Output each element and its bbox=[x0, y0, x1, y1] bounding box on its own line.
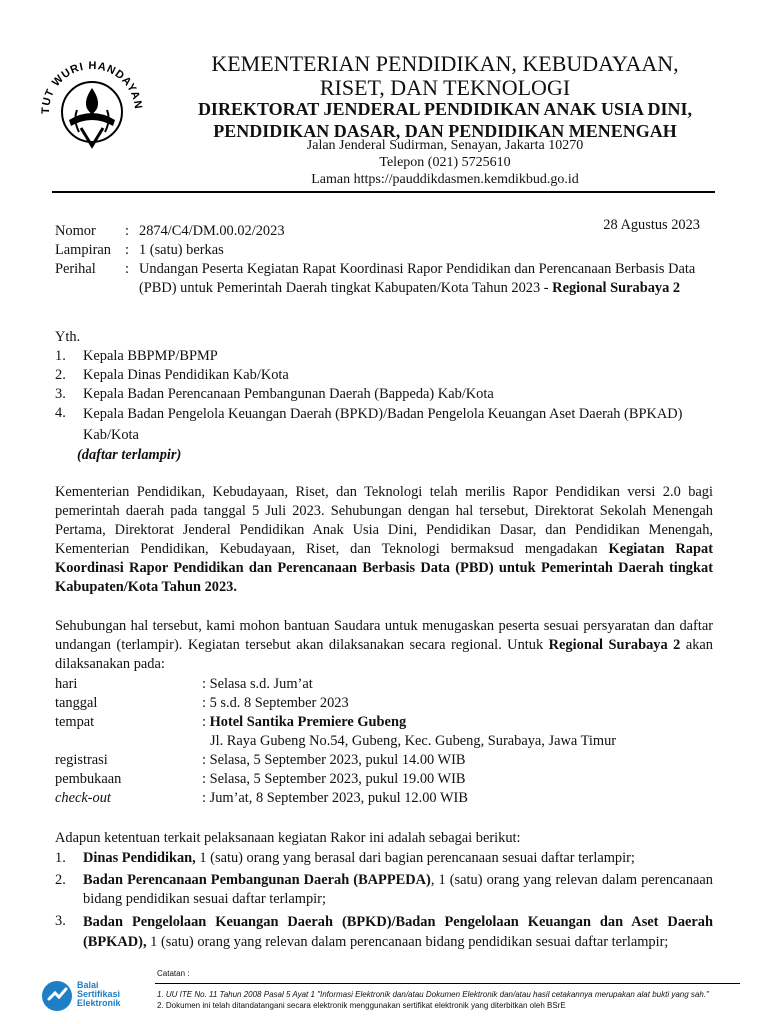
registration-time: : Selasa, 5 September 2023, pukul 14.00 WIB bbox=[202, 752, 466, 768]
letter-number: 2874/C4/DM.00.02/2023 bbox=[139, 223, 285, 239]
letter-meta: Nomor : 2874/C4/DM.00.02/2023 Lampiran : 1 (satu) berkas Perihal : Undangan Peserta Kegiatan Rapat Koordinasi Rapor Pendidikan dan Perencanaan Berbasis Data (PBD) untuk Pemerintah Daerah tingkat Kabupaten/Kota Tahun 2023 - Regional Surabaya 2 bbox=[55, 222, 715, 298]
venue-address: Jl. Raya Gubeng No.54, Gubeng, Kec. Gubeng, Surabaya, Jawa Timur bbox=[210, 733, 617, 749]
recipient-item: Kepala Dinas Pendidikan Kab/Kota bbox=[83, 367, 289, 383]
provision-item: Badan Perencanaan Pembangunan Daerah (BAPPEDA), 1 (satu) orang yang relevan dalam perencanaan bidang pendidikan sesuai daftar terlampir; bbox=[83, 872, 713, 907]
contact-info bbox=[165, 137, 725, 188]
salutation: Yth. bbox=[55, 329, 81, 345]
letterhead-divider bbox=[52, 191, 715, 193]
recipients: Yth. 1. Kepala BBPMP/BPMP 2. Kepala Dinas Pendidikan Kab/Kota 3. Kepala Badan Perencanaan Pembangunan Daerah (Bappeda) Kab/Kota 4. Kepala Badan Pengelola Keuangan Daerah (BPKD)/Badan Pengelola Keuangan Aset Daerah (BPKAD) Kab/Kota (daftar terlampir) bbox=[55, 328, 713, 465]
subject: Undangan Peserta Kegiatan Rapat Koordinasi Rapor Pendidikan dan Perencanaan Berbasis Data (PBD) untuk Pemerintah Daerah tingkat Kabupaten/Kota Tahun 2023 - Regional Surabaya 2 bbox=[139, 261, 696, 296]
paragraph-3: Adapun ketentuan terkait pelaksanaan kegiatan Rakor ini adalah sebagai berikut: 1. Dinas Pendidikan, 1 (satu) orang yang berasal dari bagian perencanaan sesuai daftar terlampir; 2. Badan Perencanaan Pembangunan Daerah (BAPPEDA), 1 (satu) orang yang relevan dalam perencanaan bidang pendidikan sesuai daftar terlampir; 3. Badan Pengelolaan Keuangan Daerah (BPKD)/Badan Pengelolaan Keuangan dan Aset Daerah (BPKAD), 1 (satu) orang yang relevan dalam perencanaan bidang pendidikan sesuai daftar terlampir; bbox=[55, 830, 713, 950]
provision-item: Badan Pengelolaan Keuangan Daerah (BPKD)/Badan Pengelolaan Keuangan dan Aset Daerah (BPKAD), 1 (satu) orang yang relevan dalam perencanaan bidang pendidikan sesuai daftar terlampir; bbox=[83, 914, 713, 950]
schedule-date: : 5 s.d. 8 September 2023 bbox=[202, 695, 349, 711]
schedule-day: : Selasa s.d. Jum’at bbox=[202, 676, 313, 692]
address: Jalan Jenderal Sudirman, Senayan, Jakarta 10270 bbox=[306, 138, 584, 153]
schedule: hari : Selasa s.d. Jum’at tanggal : 5 s.d. 8 September 2023 tempat : Hotel Santika Premiere Gubeng Jl. Raya Gubeng No.54, Gubeng, Kec. Gubeng, Surabaya, Jawa Timur registrasi : Selasa, 5 September 2023, pukul 14.00 WIB pembukaan : Selasa, 5 September 2023, pukul 19.00 WIB check-out : Jum’at, 8 September 2023, pukul 12.00 WIB bbox=[55, 676, 617, 806]
tut-wuri-handayani-logo bbox=[33, 50, 151, 168]
letter-date: 28 Agustus 2023 bbox=[603, 217, 700, 233]
paragraph-1: Kementerian Pendidikan, Kebudayaan, Riset, dan Teknologi telah merilis Rapor Pendidikan versi 2.0 bagi pemerintah daerah pada tanggal 5 Juli 2023. Sehubungan dengan hal tersebut, Direktorat Sekolah Menengah Pertama, Direktorat Jenderal Pendidikan Anak Usia Dini, Pendidikan Dasar, dan Pendidikan Menengah, Kementerian Pendidikan, Kebudayaan, Riset, dan Teknologi bermaksud mengadakan Kegiatan Rapat Koordinasi Rapor Pendidikan dan Perencanaan Berbasis Data (PBD) untuk Pemerintah Daerah tingkat Kabupaten/Kota Tahun 2023. bbox=[55, 484, 713, 595]
ministry-title: KEMENTERIAN PENDIDIKAN, KEBUDAYAAN, RISET, DAN TEKNOLOGI bbox=[211, 51, 679, 100]
footer-note-title: Catatan : bbox=[157, 969, 190, 978]
recipient-item: Kepala BBPMP/BPMP bbox=[83, 348, 218, 364]
checkout-time: : Jum’at, 8 September 2023, pukul 12.00 WIB bbox=[202, 790, 468, 806]
venue: Hotel Santika Premiere Gubeng bbox=[209, 714, 407, 730]
attachment: 1 (satu) berkas bbox=[139, 242, 224, 258]
recipient-note: (daftar terlampir) bbox=[77, 447, 182, 463]
provision-item: Dinas Pendidikan, 1 (satu) orang yang berasal dari bagian perencanaan sesuai daftar terlampir; bbox=[83, 850, 635, 866]
bsre-logo: Balai Sertifikasi Elektronik bbox=[40, 975, 160, 1015]
phone: Telepon (021) 5725610 bbox=[379, 155, 511, 170]
footer-note-2: 2. Dokumen ini telah ditandatangani secara elektronik menggunakan sertifikat elektronik yang diterbitkan oleh BSrE bbox=[157, 1001, 566, 1010]
directorate-title: DIREKTORAT JENDERAL PENDIDIKAN ANAK USIA DINI, PENDIDIKAN DASAR, DAN PENDIDIKAN MENENGAH bbox=[197, 99, 693, 141]
website: Laman https://pauddikdasmen.kemdikbud.go.id bbox=[311, 172, 579, 187]
bsre-emblem-icon bbox=[40, 979, 74, 1013]
opening-time: : Selasa, 5 September 2023, pukul 19.00 WIB bbox=[202, 771, 466, 787]
recipient-item: Kepala Badan Perencanaan Pembangunan Daerah (Bappeda) Kab/Kota bbox=[83, 386, 494, 402]
recipient-item: Kepala Badan Pengelola Keuangan Daerah (BPKD)/Badan Pengelola Keuangan Aset Daerah (BPKAD) Kab/Kota bbox=[83, 406, 683, 443]
footer-notes bbox=[157, 989, 709, 1011]
svg-text:TUT WURI HANDAYANI: TUT WURI HANDAYAN bbox=[39, 59, 145, 115]
footer-divider bbox=[155, 983, 740, 984]
paragraph-2: Sehubungan hal tersebut, kami mohon bantuan Saudara untuk menugaskan peserta sesuai persyaratan dan daftar undangan (terlampir). Kegiatan tersebut akan dilaksanakan secara regional. Untuk Regional Surabaya 2 akan dilaksanakan pada: bbox=[55, 618, 714, 672]
footer-note-1: 1. UU ITE No. 11 Tahun 2008 Pasal 5 Ayat 1 "Informasi Elektronik dan/atau Dokumen Elektronik dan/atau hasil cetakannya merupakan alat bukti yang sah." bbox=[157, 990, 709, 999]
